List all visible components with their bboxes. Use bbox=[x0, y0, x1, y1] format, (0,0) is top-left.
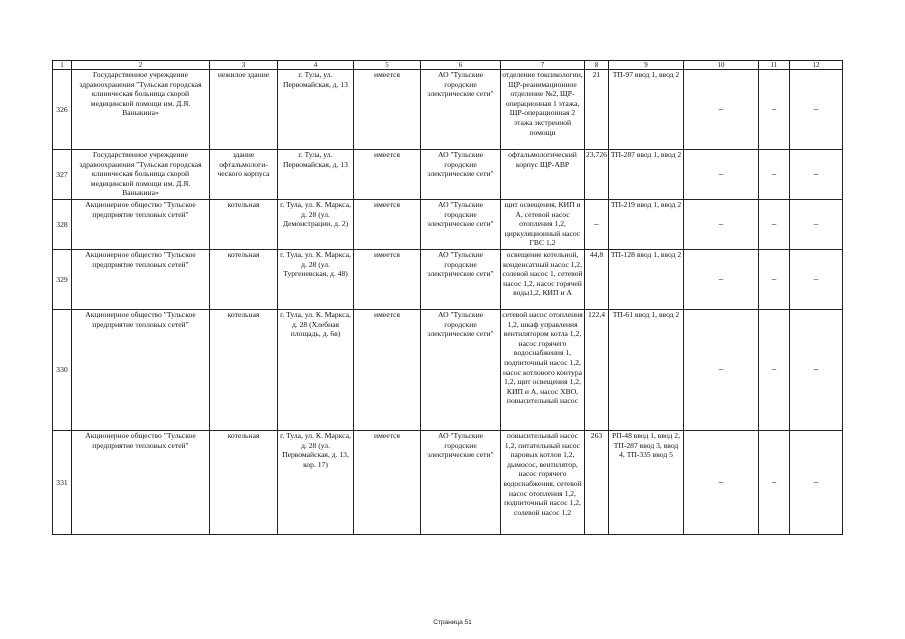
substation-cell: ТП-287 ввод 1, ввод 2 bbox=[609, 150, 684, 200]
column-11-cell: – bbox=[759, 431, 790, 535]
organization-cell: Государственное учреждение здравоохранения "Тульская городская клиническая больница скорой медицинской помощи им. Д.Я. Ваныкина» bbox=[72, 70, 210, 150]
column-numbers-row bbox=[53, 61, 843, 70]
status-cell: имеется bbox=[354, 150, 421, 200]
column-11-cell: – bbox=[759, 200, 790, 250]
column-11-cell: – bbox=[759, 150, 790, 200]
organization-cell: Акционерное общество "Тульское предприятие тепловых сетей" bbox=[72, 250, 210, 310]
row-number: 327 bbox=[53, 150, 72, 200]
organization-cell: Акционерное общество "Тульское предприятие тепловых сетей" bbox=[72, 200, 210, 250]
column-12-cell: – bbox=[790, 200, 843, 250]
power-cell: 23,726 bbox=[585, 150, 609, 200]
column-12-cell: – bbox=[790, 431, 843, 535]
organization-cell: Государственное учреждение здравоохранения "Тульская городская клиническая больница скорой медицинской помощи им. Д.Я. Ваныкина» bbox=[72, 150, 210, 200]
status-cell: имеется bbox=[354, 200, 421, 250]
object-type-cell: котельная bbox=[210, 250, 278, 310]
supplier-cell: АО "Тульские городские электрические сети" bbox=[421, 150, 501, 200]
column-12-cell: – bbox=[790, 150, 843, 200]
consumers-cell: повысительный насос 1,2, питательный насос паровых котлов 1,2, дымосос, вентилятор, насос горячего водоснабжения, сетевой насос отопления 1,2, подпиточный насос 1,2, солевой насос 1,2 bbox=[501, 431, 585, 535]
column-number: 2 bbox=[72, 61, 210, 70]
status-cell: имеется bbox=[354, 250, 421, 310]
page-number: Страница 51 bbox=[433, 619, 472, 626]
column-10-cell: – bbox=[684, 70, 759, 150]
column-10-cell: – bbox=[684, 200, 759, 250]
table-row bbox=[53, 150, 843, 200]
column-11-cell: – bbox=[759, 70, 790, 150]
column-11-cell: – bbox=[759, 310, 790, 431]
column-12-cell: – bbox=[790, 310, 843, 431]
column-10-cell: – bbox=[684, 150, 759, 200]
column-11-cell: – bbox=[759, 250, 790, 310]
organization-cell: Акционерное общество "Тульское предприятие тепловых сетей" bbox=[72, 431, 210, 535]
column-number: 6 bbox=[421, 61, 501, 70]
power-cell: 122,4 bbox=[585, 310, 609, 431]
consumers-cell: отделение токсикологии, ЩР-реанимационное отделение №2, ЩР-операционная 1 этажа, ЩР-операционная 2 этажа экстренной помощи bbox=[501, 70, 585, 150]
column-number: 10 bbox=[684, 61, 759, 70]
substation-cell: ТП-219 ввод 1, ввод 2 bbox=[609, 200, 684, 250]
substation-cell: РП-48 ввод 1, ввод 2, ТП-287 ввод 3, ввод 4, ТП-335 ввод 5 bbox=[609, 431, 684, 535]
power-cell: – bbox=[585, 200, 609, 250]
column-12-cell: – bbox=[790, 70, 843, 150]
address-cell: г. Тула, ул. К. Маркса, д. 28 (ул. Первомайская, д. 13, кор. 17) bbox=[278, 431, 354, 535]
supplier-cell: АО "Тульские городские электрические сети" bbox=[421, 310, 501, 431]
column-12-cell: – bbox=[790, 250, 843, 310]
column-number: 8 bbox=[585, 61, 609, 70]
status-cell: имеется bbox=[354, 310, 421, 431]
consumers-cell: освещение котельной, конденсатный насос 1,2, солевой насос 1, сетевой насос 1,2, насос горячей воды1,2, КИП и А bbox=[501, 250, 585, 310]
supplier-cell: АО "Тульские городские электрические сети" bbox=[421, 200, 501, 250]
consumers-cell: щит освещения, КИП и А, сетевой насос отопления 1,2, циркуляционный насос ГВС 1,2 bbox=[501, 200, 585, 250]
consumers-cell: офтальмологический корпус ЩР-АВР bbox=[501, 150, 585, 200]
object-type-cell: котельная bbox=[210, 310, 278, 431]
column-number: 11 bbox=[759, 61, 790, 70]
object-type-cell: котельная bbox=[210, 431, 278, 535]
supplier-cell: АО "Тульские городские электрические сети" bbox=[421, 250, 501, 310]
table-row bbox=[53, 310, 843, 431]
column-10-cell: – bbox=[684, 310, 759, 431]
address-cell: г. Тула, ул. К. Маркса, д. 28 (Хлебная площадь, д. 6в) bbox=[278, 310, 354, 431]
power-cell: 21 bbox=[585, 70, 609, 150]
data-table bbox=[52, 60, 843, 535]
column-number: 3 bbox=[210, 61, 278, 70]
supplier-cell: АО "Тульские городские электрические сети" bbox=[421, 431, 501, 535]
column-10-cell: – bbox=[684, 250, 759, 310]
status-cell: имеется bbox=[354, 431, 421, 535]
power-cell: 44,8 bbox=[585, 250, 609, 310]
column-number: 1 bbox=[53, 61, 72, 70]
consumers-cell: сетевой насос отопления 1,2, шкаф управления вентилятором котла 1,2, насос горячего водоснабжения 1, подпиточный насос 1,2, насос котлового контура 1,2, щит освещения 1,2, КИП и А, насос ХВО, повысительный насос bbox=[501, 310, 585, 431]
address-cell: г. Тула, ул. Первомайская, д. 13 bbox=[278, 150, 354, 200]
status-cell: имеется bbox=[354, 70, 421, 150]
row-number: 326 bbox=[53, 70, 72, 150]
supplier-cell: АО "Тульские городские электрические сети" bbox=[421, 70, 501, 150]
address-cell: г. Тула, ул. К. Маркса, д. 28 (ул. Демонстрации, д. 2) bbox=[278, 200, 354, 250]
object-type-cell: котельная bbox=[210, 200, 278, 250]
power-cell: 263 bbox=[585, 431, 609, 535]
row-number: 330 bbox=[53, 310, 72, 431]
substation-cell: ТП-128 ввод 1, ввод 2 bbox=[609, 250, 684, 310]
table-row bbox=[53, 200, 843, 250]
table-row bbox=[53, 250, 843, 310]
row-number: 331 bbox=[53, 431, 72, 535]
object-type-cell: нежилое здание bbox=[210, 70, 278, 150]
column-10-cell: – bbox=[684, 431, 759, 535]
table-row bbox=[53, 70, 843, 150]
column-number: 4 bbox=[278, 61, 354, 70]
column-number: 5 bbox=[354, 61, 421, 70]
address-cell: г. Тула, ул. К. Маркса, д. 28 (ул. Тургеневская, д. 48) bbox=[278, 250, 354, 310]
row-number: 328 bbox=[53, 200, 72, 250]
column-number: 9 bbox=[609, 61, 684, 70]
address-cell: г. Тула, ул. Первомайская, д. 13 bbox=[278, 70, 354, 150]
table-row bbox=[53, 431, 843, 535]
row-number: 329 bbox=[53, 250, 72, 310]
substation-cell: ТП-97 ввод 1, ввод 2 bbox=[609, 70, 684, 150]
substation-cell: ТП-61 ввод 1, ввод 2 bbox=[609, 310, 684, 431]
column-number: 12 bbox=[790, 61, 843, 70]
organization-cell: Акционерное общество "Тульское предприятие тепловых сетей" bbox=[72, 310, 210, 431]
column-number: 7 bbox=[501, 61, 585, 70]
object-type-cell: здание офтальмологи-ческого корпуса bbox=[210, 150, 278, 200]
